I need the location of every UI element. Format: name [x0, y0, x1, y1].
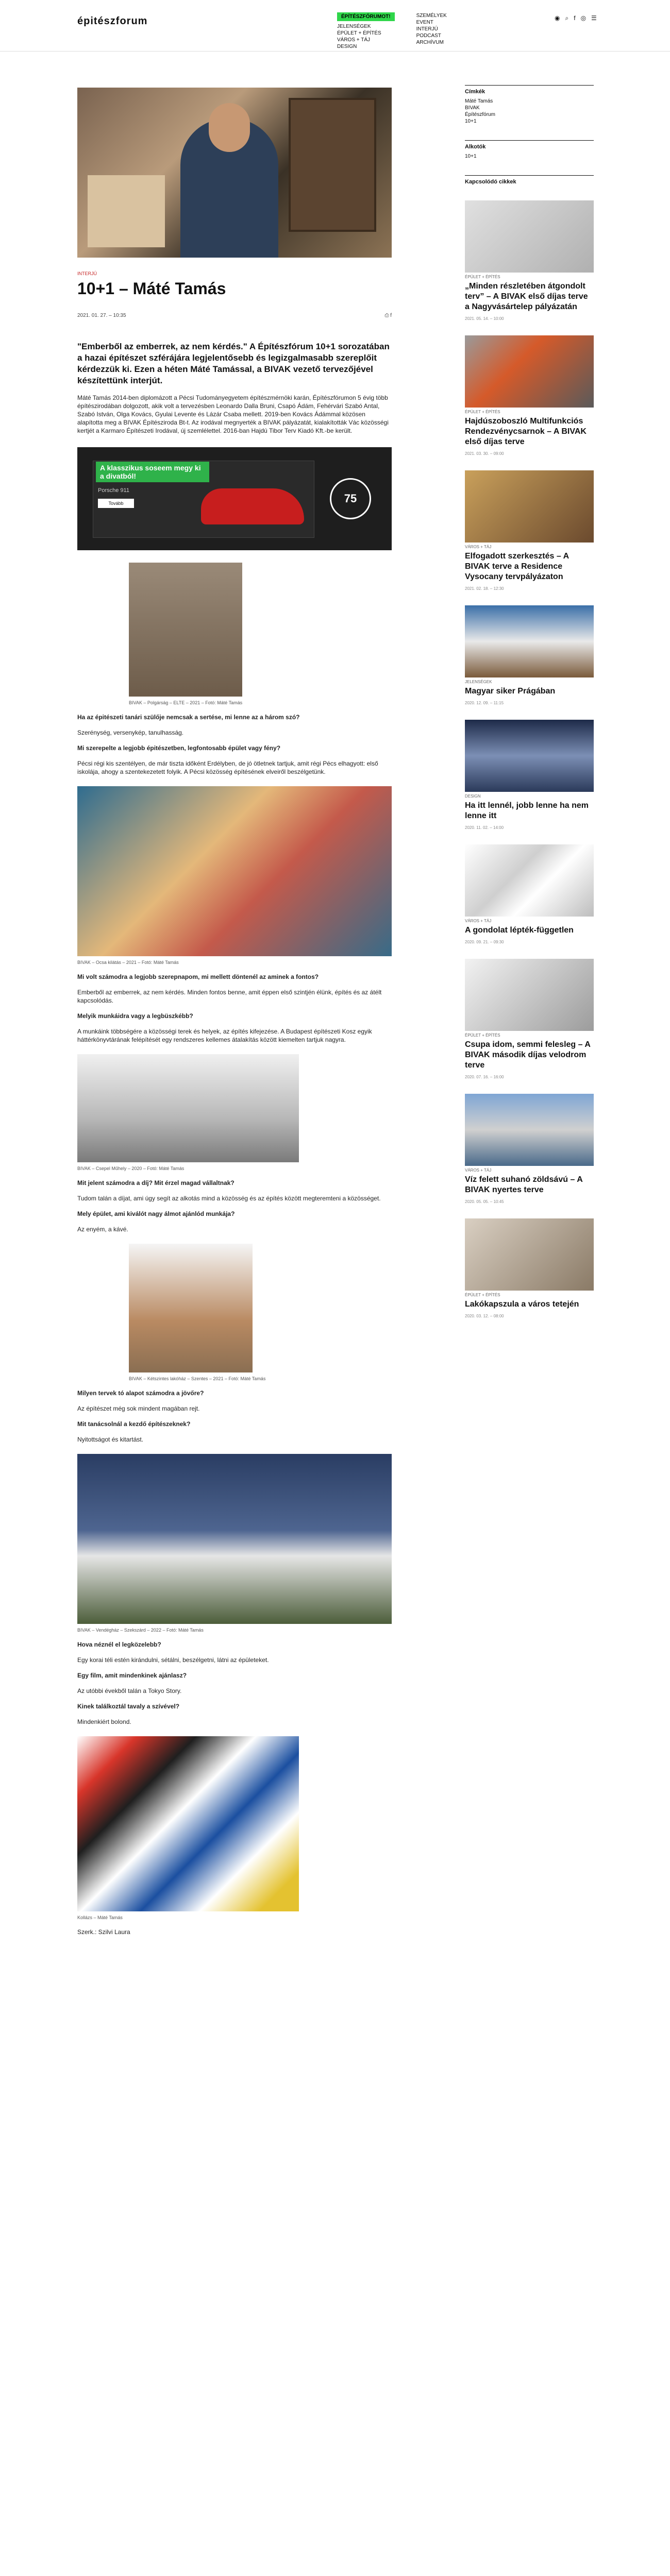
card-title: „Minden részletében átgondolt terv” – A BIVAK első díjas terve a Nagyvásártelep pályázatán: [465, 282, 588, 311]
article-title: 10+1 – Máté Tamás: [77, 279, 226, 298]
ad-anniversary-logo: 75: [330, 478, 371, 519]
share-icons: [384, 313, 392, 318]
figure: [77, 563, 392, 706]
figure-caption: BIVAK – Polgárság – ELTE – 2021 – Fotó: Máté Tamás: [129, 700, 243, 705]
sidebar-card[interactable]: [465, 720, 594, 830]
card-thumb: [465, 1094, 594, 1166]
authors-heading: Alkotók: [465, 144, 486, 150]
figure: [77, 786, 392, 965]
question: Egy film, amit mindenkinek ajánlasz?: [77, 1672, 187, 1679]
figure-image[interactable]: [77, 786, 392, 956]
sidebar-card[interactable]: [465, 470, 594, 591]
sidebar-card[interactable]: [465, 1218, 594, 1318]
figure-caption: BIVAK – Csepel Műhely – 2020 – Fotó: Máté Tamás: [77, 1166, 185, 1171]
article-meta: [77, 313, 392, 318]
card-thumb: [465, 200, 594, 273]
tags-section: [465, 85, 594, 125]
facebook-icon[interactable]: f: [574, 14, 576, 22]
instagram-icon[interactable]: ◎: [580, 14, 587, 22]
figure-caption: BIVAK – Vendégház – Szekszárd – 2022 – Fotó: Máté Tamás: [77, 1628, 204, 1633]
ad-title: A klasszikus soseem megy ki a divatból!: [96, 462, 209, 482]
tag-link[interactable]: BIVAK: [465, 105, 480, 111]
article-category[interactable]: INTERJÚ: [77, 271, 97, 276]
ad-subtitle: Porsche 911: [98, 487, 129, 494]
tag-link[interactable]: 10+1: [465, 118, 477, 124]
article-lead: "Emberből az emberrek, az nem kérdés." A Építészfórum 10+1 sorozatában a hazai építészet szférájára legjelentősebb és legizgalmasabb szereplőit kérdezzük ki. Ezen a héten Máté Tamással, a BIVAK vezető tervezőjével készítettünk interjút.: [77, 342, 390, 385]
answer: Szerénység, versenykép, tanulhasság.: [77, 729, 184, 736]
question: Mely épület, ami kiválót nagy álmot ajánlód munkája?: [77, 1210, 235, 1217]
figure: [77, 1054, 392, 1172]
tags-heading: Címkék: [465, 89, 485, 95]
card-label: VÁROS + TÁJ: [465, 545, 492, 549]
question: Mit jelent számodra a díj? Mit érzel magad vállaltnak?: [77, 1179, 234, 1187]
hero-head: [209, 103, 250, 152]
question: Mi szerepelte a legjobb épitészetben, legfontosabb épület vagy fény?: [77, 744, 281, 752]
related-sidebar-section: [465, 175, 594, 185]
header-icons: [555, 14, 597, 22]
card-label: VÁROS + TÁJ: [465, 1168, 492, 1173]
card-thumb: [465, 1218, 594, 1291]
card-label: ÉPÜLET + ÉPÍTÉS: [465, 275, 500, 279]
question: Melyik munkáidra vagy a legbüszkébb?: [77, 1012, 193, 1020]
question: Kinek találkoztál tavaly a szívével?: [77, 1703, 180, 1710]
question: Hova néznél el legközelebb?: [77, 1641, 161, 1648]
answer: Az építészet még sok mindent magában rejt.: [77, 1405, 200, 1412]
figure-image[interactable]: [129, 563, 242, 697]
nav-col-1: [337, 12, 395, 50]
card-title: Lakókapszula a város tetején: [465, 1300, 579, 1309]
figure-image[interactable]: [77, 1736, 299, 1911]
card-label: JELENSÉGEK: [465, 680, 492, 684]
site-logo[interactable]: [77, 15, 147, 27]
card-date: 2020. 12. 09. – 11:15: [465, 701, 504, 705]
card-title: Hajdúszoboszló Multifunkciós Rendezvénycsarnok – A BIVAK első díjas terve: [465, 417, 587, 446]
hero-image: [77, 88, 392, 258]
related-sidebar-heading: Kapcsolódó cikkek: [465, 179, 516, 185]
card-label: ÉPÜLET + ÉPÍTÉS: [465, 1293, 500, 1297]
nav-item[interactable]: SZEMÉLYEK: [416, 13, 447, 19]
author-link[interactable]: 10+1: [465, 154, 477, 159]
card-title: A gondolat lépték-független: [465, 926, 574, 935]
answer: Pécsi régi kis szentélyen, de már tiszta időként Erdélyben, de jó ötletnek tartjuk, amit régi Pécs elhagyott: első iskolája, ahogy a szentekezetett folyik. A Pécsi közösség építésének elveiről beszélgetünk.: [77, 760, 378, 775]
card-date: 2020. 09. 21. – 09:30: [465, 940, 504, 944]
question: Ha az épitészeti tanári szülője nemcsak a sertése, mi lenne az a három szó?: [77, 714, 300, 721]
user-icon[interactable]: ◉: [555, 14, 560, 22]
tag-link[interactable]: Máté Tamás: [465, 98, 493, 104]
card-date: 2020. 07. 16. – 16:00: [465, 1075, 504, 1079]
nav-item[interactable]: VÁROS + TÁJ: [337, 37, 371, 43]
nav-item[interactable]: DESIGN: [337, 44, 357, 49]
card-date: 2021. 05. 14. – 10:00: [465, 316, 504, 321]
nav-item[interactable]: ARCHÍVUM: [416, 40, 444, 45]
answer: Mindenkiért bolond.: [77, 1718, 131, 1725]
question: Mi volt számodra a legjobb szerepnapom, mi mellett döntenél az aminek a fontos?: [77, 973, 319, 980]
search-icon[interactable]: ⌕: [565, 14, 569, 22]
answer: Egy korai téli estén kirándulni, sétálni, beszélgetni, látni az épületeket.: [77, 1656, 269, 1664]
answer: A munkáink többségére a közösségi terek és helyek, az építés kifejezése. A Budapest építészeti Kosz egyik háttérkönyvtárának felépítését egy rendszeres kellemes átalakítás között kiemelten tartjuk nagyra.: [77, 1028, 372, 1043]
ad-button[interactable]: Tovább: [98, 499, 134, 508]
figure-image[interactable]: [129, 1244, 253, 1372]
sidebar-card[interactable]: [465, 959, 594, 1079]
card-thumb: [465, 844, 594, 917]
question: Milyen tervek tó alapot számodra a jövőre?: [77, 1389, 204, 1397]
advertisement[interactable]: [77, 447, 392, 550]
answer: Az enyém, a kávé.: [77, 1226, 128, 1233]
card-date: 2020. 05. 05. – 10:45: [465, 1199, 504, 1204]
sidebar-card[interactable]: [465, 605, 594, 705]
facebook-share-icon[interactable]: f: [390, 313, 392, 318]
card-title: Ha itt lennél, jobb lenne ha nem lenne itt: [465, 801, 589, 820]
logo-text: épitészforum: [77, 15, 148, 27]
card-date: 2020. 03. 12. – 08:00: [465, 1314, 504, 1318]
card-label: ÉPÜLET + ÉPÍTÉS: [465, 410, 500, 414]
sidebar-card[interactable]: [465, 200, 594, 321]
answer: Az utóbbi évekből talán a Tokyo Story.: [77, 1687, 182, 1694]
sidebar-card[interactable]: [465, 335, 594, 456]
card-label: ÉPÜLET + ÉPÍTÉS: [465, 1033, 500, 1038]
card-thumb: [465, 720, 594, 792]
card-date: 2020. 11. 02. – 14:00: [465, 825, 504, 830]
card-date: 2021. 03. 30. – 09:00: [465, 451, 504, 456]
hero-shelf: [289, 98, 376, 232]
sidebar: [465, 85, 594, 1333]
nav-item[interactable]: INTERJÚ: [416, 26, 438, 32]
tag-link[interactable]: Építészfórum: [465, 112, 495, 117]
card-title: Csupa idom, semmi felesleg – A BIVAK második díjas velodrom terve: [465, 1040, 591, 1070]
article: [77, 88, 392, 1936]
card-label: VÁROS + TÁJ: [465, 919, 492, 923]
question: Mit tanácsolnál a kezdő építészeknek?: [77, 1420, 191, 1428]
figure: [77, 1454, 392, 1633]
card-thumb: [465, 335, 594, 408]
authors-section: [465, 140, 594, 160]
card-thumb: [465, 470, 594, 543]
sidebar-card[interactable]: [465, 1094, 594, 1204]
main-nav: [337, 12, 447, 50]
menu-icon[interactable]: ☰: [591, 14, 597, 22]
ad-car-image: [201, 488, 304, 524]
card-thumb: [465, 605, 594, 677]
card-thumb: [465, 959, 594, 1031]
figure-image[interactable]: [77, 1054, 299, 1162]
figure: [77, 1736, 392, 1921]
figure-caption: BIVAK – Ocsa kilátás – 2021 – Fotó: Máté Tamás: [77, 960, 179, 965]
figure: [77, 1244, 392, 1382]
site-header: [0, 0, 670, 52]
nav-item[interactable]: ÉPÜLET + ÉPÍTÉS: [337, 30, 381, 36]
card-title: Víz felett suhanó zöldsávú – A BIVAK nyertes terve: [465, 1175, 583, 1194]
sidebar-card[interactable]: [465, 844, 594, 944]
answer: Nyitottságot és kitartást.: [77, 1436, 144, 1443]
paragraph: Máté Tamás 2014-ben diplomázott a Pécsi Tudományegyetem építészmérnöki karán, Építészfórumon 5 évig több építészirodában dolgozott, akik volt a tervezésben Leonardo Dalla Bruni, Csapó Ádám, Fehérvári Szabó Antal, Szabó István, Olga Kovács, Gyulai Levente és Lázár Csaba mellett. 2019-ben Kovács Ádámmal közösen alapította meg a BIVAK Építésziroda Bt-t. Az irodával megnyerték a BIVAK pályázatát, kialakították Vác közösségi kertjét a Karmaro Építészeti Irodával, új szemlélettel. 2016-ban Hajdú Tibor Terv Kiadó Kft.-be került.: [77, 394, 389, 434]
nav-item[interactable]: JELENSÉGEK: [337, 24, 371, 29]
nav-item[interactable]: PODCAST: [416, 33, 441, 39]
answer: Emberből az emberrek, az nem kérdés. Minden fontos benne, amit éppen első szintjén élünk, építés és az átélt kapcsolódás.: [77, 989, 382, 1004]
figure-caption: BIVAK – Kétszintes lakóház – Szentes – 2021 – Fotó: Máté Tamás: [129, 1376, 266, 1381]
editor-credit: Szerk.: Szilvi Laura: [77, 1928, 130, 1936]
answer: Tudom talán a díjat, ami úgy segít az alkotás mind a közösség és az építés között megteremteni a közösséget.: [77, 1195, 381, 1202]
nav-item[interactable]: EVENT: [416, 20, 433, 25]
card-date: 2021. 02. 18. – 12:30: [465, 586, 504, 591]
nav-col-2: [416, 12, 447, 50]
hero-model: [88, 175, 165, 247]
article-date: 2021. 01. 27. – 10:35: [77, 313, 126, 318]
card-label: DESIGN: [465, 794, 481, 799]
figure-caption: Kollázs – Máté Tamás: [77, 1915, 123, 1920]
support-badge[interactable]: ÉPÍTÉSZFÓRUMOT!: [337, 12, 395, 21]
print-icon[interactable]: ⎙: [384, 313, 389, 318]
card-title: Magyar siker Prágában: [465, 687, 556, 696]
figure-image[interactable]: [77, 1454, 392, 1624]
card-title: Elfogadott szerkesztés – A BIVAK terve a Residence Vysocany tervpályázaton: [465, 552, 569, 581]
